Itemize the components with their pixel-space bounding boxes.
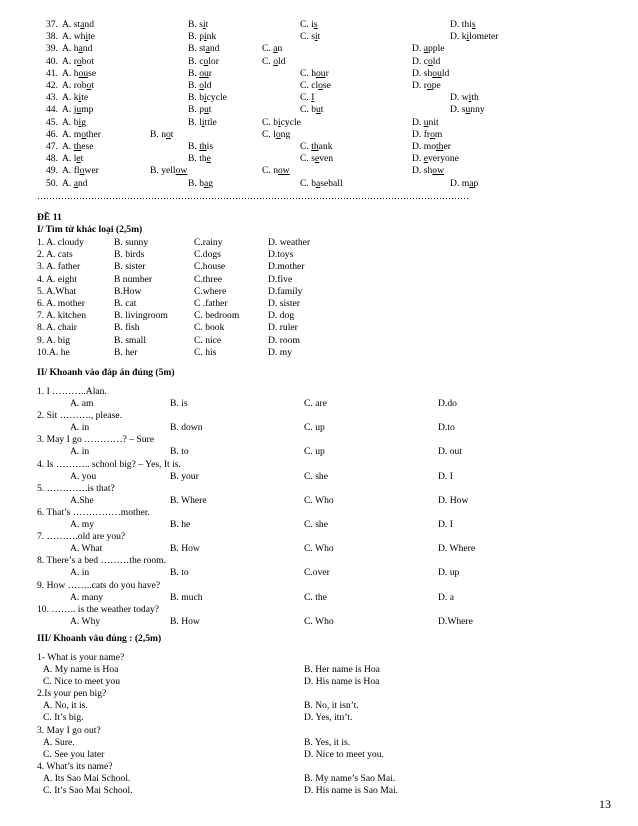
answer-option-c: C. the	[304, 591, 327, 603]
phonetic-option-d: D. this	[450, 19, 476, 30]
question-text: 4. What’s its name?	[37, 760, 113, 772]
phonetic-option-b: B. color	[188, 55, 219, 67]
answer-option-a: A. My name is Hoa	[43, 664, 119, 675]
phonetic-number: 47.	[46, 141, 58, 152]
odd-one-out-option-b: B. livingroom	[114, 310, 168, 322]
answer-option-b: B. your	[170, 470, 199, 482]
phonetic-option-b: B. put	[188, 104, 212, 116]
odd-one-out-option-a: 4. A. eight	[37, 273, 77, 285]
dotted-divider: ………………………………………………………………………………………………………………………………	[37, 191, 469, 201]
phonetic-number: 40.	[46, 55, 58, 67]
odd-one-out-option-c: C.where	[194, 285, 227, 297]
question-text: 1. I ………..Alan.	[37, 386, 107, 397]
answer-option-c: C. she	[304, 519, 328, 530]
phonetic-option-a: A. robot	[62, 55, 94, 67]
phonetic-option-c: C. thank	[300, 141, 333, 152]
odd-one-out-option-d: D. my	[268, 346, 292, 358]
answer-option-b: B. to	[170, 446, 189, 458]
phonetic-number: 45.	[46, 116, 58, 128]
answer-option-d: D. up	[438, 567, 460, 579]
phonetic-option-c: C. long	[262, 128, 291, 140]
answer-option-c: C. she	[304, 470, 328, 482]
odd-one-out-option-d: D.mother	[268, 261, 305, 273]
odd-one-out-option-b: B. sister	[114, 261, 146, 273]
question-text: 9. How ……..cats do you have?	[37, 579, 161, 591]
answer-option-a: A. in	[70, 446, 90, 458]
phonetic-number: 43.	[46, 92, 58, 104]
odd-one-out-option-a: 10.A. he	[37, 346, 70, 358]
question-text: 6. That’s ……………mother.	[37, 507, 150, 518]
answer-option-d: D. His name is Hoa	[304, 676, 380, 687]
phonetic-number: 48.	[46, 153, 58, 165]
phonetic-option-c: C. baseball	[300, 177, 343, 189]
answer-option-d: D. out	[438, 446, 462, 458]
phonetic-option-a: A. big	[62, 116, 86, 128]
phonetic-option-c: C. is	[300, 19, 318, 30]
answer-option-a: A. Its Sao Mai School.	[43, 772, 131, 784]
phonetic-option-a: A. house	[62, 67, 97, 79]
answer-option-a: A. No, it is.	[43, 700, 88, 712]
odd-one-out-option-d: D. weather	[268, 237, 311, 248]
phonetic-option-d: D. show	[412, 165, 444, 177]
phonetic-option-c: C. an	[262, 43, 283, 55]
answer-option-c: C. It’s big.	[43, 712, 84, 724]
phonetic-option-d: D. sunny	[450, 104, 485, 116]
phonetic-option-c: C. hour	[300, 67, 329, 79]
phonetic-option-a: A. stand	[62, 19, 94, 30]
phonetic-option-b: B. stand	[188, 43, 220, 55]
phonetic-number: 38.	[46, 31, 58, 43]
phonetic-option-c: C. but	[300, 104, 324, 116]
odd-one-out-option-d: D.family	[268, 285, 303, 297]
odd-one-out-option-c: C .father	[194, 298, 228, 309]
phonetic-option-c: C. seven	[300, 153, 334, 165]
answer-option-a: A. many	[70, 591, 104, 603]
phonetic-option-d: D. mother	[412, 141, 451, 152]
phonetic-option-d: D. unit	[412, 116, 439, 128]
phonetic-option-d: D. map	[450, 177, 479, 189]
odd-one-out-option-d: D. ruler	[268, 322, 298, 334]
question-text: 3. May I go …………? – Sure	[37, 434, 154, 446]
odd-one-out-option-c: C. bedroom	[194, 310, 240, 322]
answer-option-d: D. I	[438, 470, 453, 482]
odd-one-out-option-b: B. birds	[114, 249, 145, 261]
phonetic-option-a: A. hand	[62, 43, 93, 55]
answer-option-a: A. What	[70, 543, 103, 555]
phonetic-option-d: D. cold	[412, 55, 441, 67]
answer-option-a: A. my	[70, 519, 94, 530]
phonetic-option-b: B. this	[188, 141, 214, 152]
answer-option-c: C. up	[304, 422, 325, 434]
odd-one-out-option-d: D.toys	[268, 249, 294, 261]
question-text: 5. ………….is that?	[37, 482, 115, 494]
odd-one-out-option-c: C.rainy	[194, 237, 223, 248]
answer-option-b: B. down	[170, 422, 203, 434]
phonetic-option-b: B. bicycle	[188, 92, 227, 104]
odd-one-out-option-d: D. dog	[268, 310, 295, 322]
question-text: 1- What is your name?	[37, 652, 125, 663]
answer-option-a: A. Sure.	[43, 736, 75, 748]
answer-option-c: C. Nice to meet you	[43, 676, 120, 687]
phonetic-option-b: B. yellow	[150, 165, 188, 177]
phonetic-option-a: A. robot	[62, 80, 94, 91]
answer-option-a: A. in	[70, 422, 90, 434]
odd-one-out-option-b: B. sunny	[114, 237, 149, 248]
phonetic-number: 41.	[46, 67, 58, 79]
answer-option-d: D. How	[438, 494, 469, 506]
answer-option-c: C. are	[304, 398, 327, 409]
phonetic-option-a: A. mother	[62, 128, 101, 140]
odd-one-out-option-b: B.How	[114, 285, 142, 297]
odd-one-out-option-d: D. room	[268, 334, 300, 346]
odd-one-out-option-c: C. book	[194, 322, 225, 334]
phonetic-option-d: D. everyone	[412, 153, 459, 165]
answer-option-c: C. It’s Sao Mai School.	[43, 784, 133, 796]
phonetic-option-b: B. bag	[188, 177, 214, 189]
answer-option-c: C. See you later	[43, 748, 105, 760]
answer-option-b: B. Yes, it is.	[304, 736, 351, 748]
answer-option-c: C.over	[304, 567, 330, 579]
question-text: 3. May I go out?	[37, 724, 101, 736]
phonetic-number: 50.	[46, 177, 58, 189]
phonetic-number: 39.	[46, 43, 58, 55]
odd-one-out-option-c: C.three	[194, 273, 222, 285]
question-text: 2. Sit ………., please.	[37, 410, 123, 422]
answer-option-b: B. he	[170, 519, 191, 530]
answer-option-a: A. Why	[70, 615, 101, 627]
odd-one-out-option-b: B. fish	[114, 322, 140, 334]
phonetic-option-b: B. old	[188, 80, 212, 91]
phonetic-option-d: D. should	[412, 67, 450, 79]
phonetic-option-d: D. kilometer	[450, 31, 499, 43]
phonetic-option-b: B. little	[188, 116, 217, 128]
question-text: 2.Is your pen big?	[37, 688, 107, 700]
phonetic-option-a: A. flower	[62, 165, 99, 177]
odd-one-out-option-c: C.house	[194, 261, 226, 273]
phonetic-option-c: C. close	[300, 80, 331, 91]
answer-option-d: D.to	[438, 422, 455, 434]
phonetic-option-c: C. sit	[300, 31, 321, 43]
phonetic-number: 37.	[46, 19, 58, 30]
answer-option-b: B. No, it isn’t.	[304, 700, 359, 712]
phonetic-number: 46.	[46, 128, 58, 140]
answer-option-c: C. up	[304, 446, 325, 458]
phonetic-option-a: A. and	[62, 177, 88, 189]
phonetic-option-a: A. let	[62, 153, 84, 165]
odd-one-out-option-a: 9. A. big	[37, 334, 71, 346]
odd-one-out-option-b: B. cat	[114, 298, 137, 309]
section-3-title: III/ Khoanh vâu đúng : (2,5m)	[37, 633, 162, 644]
odd-one-out-option-a: 8. A. chair	[37, 322, 77, 334]
answer-option-b: B. My name’s Sao Mai.	[304, 772, 396, 784]
answer-option-b: B. How	[170, 615, 200, 627]
odd-one-out-option-b: B number	[114, 273, 153, 285]
phonetic-option-c: C. old	[262, 55, 286, 67]
question-text: 8. There’s a bed ………the room.	[37, 555, 167, 567]
odd-one-out-option-a: 7. A. kitchen	[37, 310, 87, 322]
phonetic-option-d: D. with	[450, 92, 479, 104]
section-1-title: I/ Tìm từ khác loại (2,5m)	[37, 224, 143, 235]
odd-one-out-option-c: C. his	[194, 346, 217, 358]
phonetic-number: 49.	[46, 165, 58, 177]
phonetic-number: 44.	[46, 104, 58, 116]
answer-option-d: D. Where	[438, 543, 476, 555]
answer-option-b: B. Her name is Hoa	[304, 664, 380, 675]
odd-one-out-option-c: C.dogs	[194, 249, 221, 261]
answer-option-c: C. Who	[304, 494, 334, 506]
phonetic-option-b: B. our	[188, 67, 212, 79]
question-text: 10. …….. is the weather today?	[37, 603, 160, 615]
phonetic-option-a: A. kite	[62, 92, 89, 104]
phonetic-option-a: A. these	[62, 141, 94, 152]
odd-one-out-option-a: 3. A. father	[37, 261, 81, 273]
answer-option-d: D.do	[438, 398, 457, 409]
odd-one-out-option-a: 1. A. cloudy	[37, 237, 84, 248]
answer-option-b: B. much	[170, 591, 203, 603]
question-text: 4. Is ……….. school big? – Yes, It is.	[37, 458, 181, 470]
answer-option-d: D. Yes, itn’t.	[304, 712, 353, 724]
phonetic-option-b: B. the	[188, 153, 211, 165]
answer-option-c: C. Who	[304, 543, 334, 555]
odd-one-out-option-b: B. her	[114, 346, 138, 358]
section-2-title: II/ Khoanh vào đáp án đúng (5m)	[37, 367, 175, 378]
answer-option-a: A. am	[70, 398, 94, 409]
answer-option-d: D. Nice to meet you.	[304, 748, 384, 760]
exam-title: ĐỀ 11	[37, 212, 62, 223]
phonetic-number: 42.	[46, 80, 58, 91]
answer-option-a: A. in	[70, 567, 90, 579]
phonetic-option-b: B. pink	[188, 31, 217, 43]
odd-one-out-option-a: 2. A. cats	[37, 249, 73, 261]
phonetic-option-d: D. from	[412, 128, 443, 140]
phonetic-option-a: A. white	[62, 31, 96, 43]
answer-option-c: C. Who	[304, 615, 334, 627]
answer-option-b: B. How	[170, 543, 200, 555]
odd-one-out-option-d: D. sister	[268, 298, 300, 309]
odd-one-out-option-a: 6. A. mother	[37, 298, 85, 309]
odd-one-out-option-c: C. nice	[194, 334, 222, 346]
answer-option-d: D.Where	[438, 615, 473, 627]
phonetic-option-d: D. apple	[412, 43, 445, 55]
phonetic-option-c: C. I	[300, 92, 315, 104]
answer-option-a: A. you	[70, 470, 97, 482]
phonetic-option-b: B. sit	[188, 19, 209, 30]
phonetic-option-c: C. bicycle	[262, 116, 301, 128]
phonetic-option-d: D. rope	[412, 80, 441, 91]
answer-option-b: B. Where	[170, 494, 207, 506]
phonetic-option-c: C. now	[262, 165, 290, 177]
answer-option-b: B. is	[170, 398, 188, 409]
odd-one-out-option-d: D.five	[268, 273, 293, 285]
answer-option-d: D. I	[438, 519, 453, 530]
phonetic-option-b: B. not	[150, 128, 174, 140]
page-number: 13	[599, 797, 611, 811]
answer-option-d: D. His name is Sao Mai.	[304, 784, 399, 796]
phonetic-option-a: A. jump	[62, 104, 94, 116]
answer-option-b: B. to	[170, 567, 189, 579]
question-text: 7. ……….old are you?	[37, 531, 126, 543]
odd-one-out-option-a: 5. A.What	[37, 285, 77, 297]
answer-option-a: A.She	[70, 494, 94, 506]
answer-option-d: D. a	[438, 591, 454, 603]
odd-one-out-option-b: B. small	[114, 334, 146, 346]
